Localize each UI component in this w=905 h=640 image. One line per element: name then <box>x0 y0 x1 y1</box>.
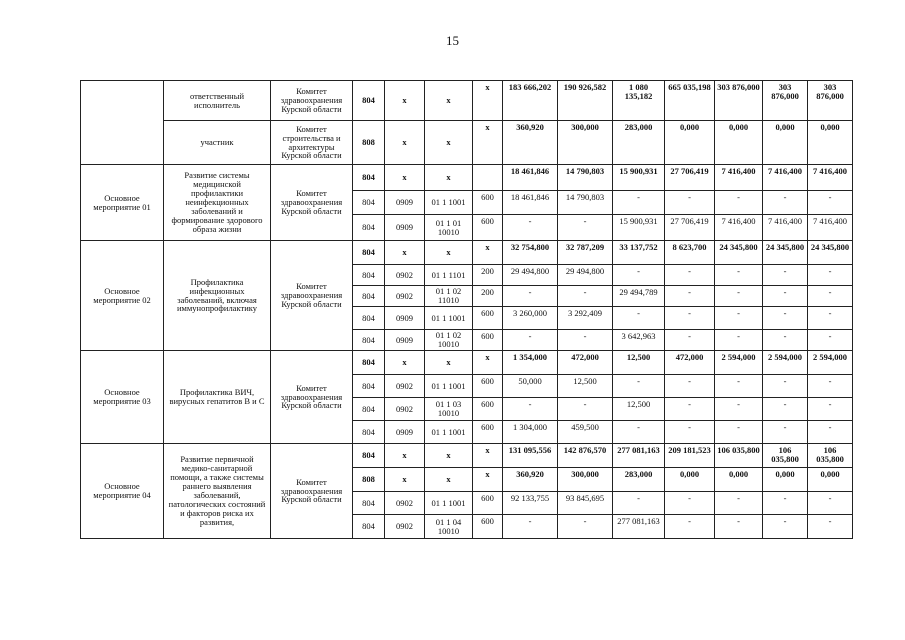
cell-v4: - <box>665 398 715 421</box>
cell-v4: 0,000 <box>665 468 715 492</box>
table-body <box>81 81 853 539</box>
cell-rz: х <box>385 468 425 492</box>
measure-label <box>81 81 164 165</box>
cell-rz: 0909 <box>385 421 425 444</box>
cell-v3: 3 642,963 <box>613 330 665 351</box>
table-row <box>81 444 853 468</box>
cell-v5: - <box>715 307 763 330</box>
cell-v6: 106 035,800 <box>763 444 808 468</box>
participant-role: участник <box>164 121 271 165</box>
cell-cs: 01 1 1101 <box>425 265 473 286</box>
cell-v7: 24 345,800 <box>808 241 853 265</box>
cell-v1: 92 133,755 <box>503 492 558 515</box>
cell-v4: - <box>665 265 715 286</box>
cell-cs: х <box>425 351 473 375</box>
cell-vr: 600 <box>473 215 503 241</box>
cell-cs: х <box>425 121 473 165</box>
cell-v2: 459,500 <box>558 421 613 444</box>
cell-v7: 2 594,000 <box>808 351 853 375</box>
cell-v4: - <box>665 375 715 398</box>
responsible-org: Комитет здравоохранения Курской области <box>271 81 353 121</box>
cell-v3: 283,000 <box>613 468 665 492</box>
page-number: 15 <box>446 33 459 48</box>
measure-description: Профилактика ВИЧ, вирусных гепатитов В и С <box>164 351 271 444</box>
cell-cs: 01 1 04 10010 <box>425 515 473 539</box>
cell-vr: 600 <box>473 191 503 215</box>
measure-label: Основное мероприятие 01 <box>81 165 164 241</box>
cell-v5: - <box>715 286 763 307</box>
table-row <box>81 351 853 375</box>
cell-grbs: 804 <box>353 421 385 444</box>
cell-v6: 7 416,400 <box>763 165 808 191</box>
cell-v7: 0,000 <box>808 468 853 492</box>
cell-vr: х <box>473 121 503 165</box>
cell-grbs: 804 <box>353 515 385 539</box>
cell-grbs: 804 <box>353 307 385 330</box>
cell-rz: х <box>385 351 425 375</box>
cell-grbs: 804 <box>353 351 385 375</box>
cell-v2: - <box>558 330 613 351</box>
cell-v2: 29 494,800 <box>558 265 613 286</box>
cell-vr: 600 <box>473 375 503 398</box>
table-row <box>81 121 853 165</box>
cell-vr: 600 <box>473 515 503 539</box>
cell-v6: 0,000 <box>763 468 808 492</box>
cell-rz: 0902 <box>385 492 425 515</box>
cell-v3: - <box>613 191 665 215</box>
cell-v7: - <box>808 492 853 515</box>
cell-cs: 01 1 1001 <box>425 191 473 215</box>
measure-label: Основное мероприятие 02 <box>81 241 164 351</box>
cell-v4: 665 035,198 <box>665 81 715 121</box>
cell-v5: 7 416,400 <box>715 165 763 191</box>
cell-v6: 24 345,800 <box>763 241 808 265</box>
cell-vr: х <box>473 81 503 121</box>
cell-v3: 33 137,752 <box>613 241 665 265</box>
cell-v5: - <box>715 398 763 421</box>
cell-v7: - <box>808 515 853 539</box>
cell-grbs: 804 <box>353 492 385 515</box>
cell-v1: - <box>503 286 558 307</box>
cell-v2: 14 790,803 <box>558 165 613 191</box>
cell-v6: - <box>763 307 808 330</box>
cell-v4: - <box>665 421 715 444</box>
cell-v1: 18 461,846 <box>503 191 558 215</box>
cell-cs: х <box>425 165 473 191</box>
cell-v7: - <box>808 375 853 398</box>
cell-v4: - <box>665 191 715 215</box>
cell-vr <box>473 165 503 191</box>
cell-v5: 7 416,400 <box>715 215 763 241</box>
cell-v2: 472,000 <box>558 351 613 375</box>
measure-description: Развитие первичной медико-санитарной помощи, а также системы раннего выявления заболеваний, патологических состояний и факторов риска их развития, <box>164 444 271 539</box>
cell-v1: - <box>503 330 558 351</box>
cell-grbs: 804 <box>353 330 385 351</box>
responsible-org: Комитет здравоохранения Курской области <box>271 351 353 444</box>
responsible-org: Комитет здравоохранения Курской области <box>271 165 353 241</box>
cell-v2: - <box>558 286 613 307</box>
cell-v6: 0,000 <box>763 121 808 165</box>
cell-cs: 01 1 1001 <box>425 307 473 330</box>
cell-v5: 0,000 <box>715 121 763 165</box>
cell-v7: - <box>808 307 853 330</box>
table-row <box>81 165 853 191</box>
cell-v3: 29 494,789 <box>613 286 665 307</box>
cell-vr: х <box>473 241 503 265</box>
cell-rz: 0902 <box>385 286 425 307</box>
cell-v3: 15 900,931 <box>613 215 665 241</box>
cell-v6: - <box>763 492 808 515</box>
cell-v7: - <box>808 191 853 215</box>
cell-v4: 8 623,700 <box>665 241 715 265</box>
cell-v1: - <box>503 398 558 421</box>
cell-grbs: 804 <box>353 265 385 286</box>
cell-v1: 3 260,000 <box>503 307 558 330</box>
table-row <box>81 241 853 265</box>
cell-v6: 303 876,000 <box>763 81 808 121</box>
cell-v5: - <box>715 330 763 351</box>
cell-rz: х <box>385 81 425 121</box>
responsible-org: Комитет здравоохранения Курской области <box>271 444 353 539</box>
cell-v2: - <box>558 515 613 539</box>
cell-v2: 142 876,570 <box>558 444 613 468</box>
cell-rz: 0909 <box>385 215 425 241</box>
measure-description: Развитие системы медицинской профилактики неинфекционных заболеваний и формирование здорового образа жизни <box>164 165 271 241</box>
cell-grbs: 804 <box>353 444 385 468</box>
measure-description: Профилактика инфекционных заболеваний, включая иммунопрофилактику <box>164 241 271 351</box>
cell-grbs: 808 <box>353 468 385 492</box>
cell-v4: - <box>665 492 715 515</box>
participant-role: ответственный исполнитель <box>164 81 271 121</box>
cell-v6: 2 594,000 <box>763 351 808 375</box>
responsible-org: Комитет строительства и архитектуры Курской области <box>271 121 353 165</box>
cell-v2: 300,000 <box>558 468 613 492</box>
cell-v1: 29 494,800 <box>503 265 558 286</box>
cell-cs: 01 1 1001 <box>425 421 473 444</box>
cell-vr: х <box>473 468 503 492</box>
cell-grbs: 804 <box>353 241 385 265</box>
cell-v3: 277 081,163 <box>613 515 665 539</box>
cell-v3: 12,500 <box>613 398 665 421</box>
cell-cs: 01 1 02 10010 <box>425 330 473 351</box>
cell-v1: 32 754,800 <box>503 241 558 265</box>
cell-v4: - <box>665 307 715 330</box>
cell-v6: - <box>763 421 808 444</box>
cell-v2: 93 845,695 <box>558 492 613 515</box>
cell-rz: х <box>385 241 425 265</box>
cell-rz: 0909 <box>385 307 425 330</box>
cell-v7: 7 416,400 <box>808 215 853 241</box>
cell-grbs: 804 <box>353 191 385 215</box>
cell-v2: - <box>558 215 613 241</box>
cell-rz: х <box>385 165 425 191</box>
cell-v1: 360,920 <box>503 468 558 492</box>
cell-vr: 600 <box>473 398 503 421</box>
cell-v2: - <box>558 398 613 421</box>
cell-cs: х <box>425 81 473 121</box>
cell-v3: 12,500 <box>613 351 665 375</box>
cell-cs: х <box>425 468 473 492</box>
cell-rz: х <box>385 444 425 468</box>
cell-vr: 600 <box>473 307 503 330</box>
cell-v7: - <box>808 286 853 307</box>
cell-cs: х <box>425 444 473 468</box>
cell-v4: - <box>665 286 715 307</box>
cell-v1: 360,920 <box>503 121 558 165</box>
cell-v5: 2 594,000 <box>715 351 763 375</box>
cell-v3: - <box>613 375 665 398</box>
cell-v5: - <box>715 515 763 539</box>
budget-table <box>80 80 853 539</box>
cell-rz: х <box>385 121 425 165</box>
cell-v3: 1 080 135,182 <box>613 81 665 121</box>
cell-v2: 12,500 <box>558 375 613 398</box>
cell-v3: - <box>613 492 665 515</box>
cell-v7: - <box>808 265 853 286</box>
cell-v1: 50,000 <box>503 375 558 398</box>
cell-v7: 106 035,800 <box>808 444 853 468</box>
cell-v7: 7 416,400 <box>808 165 853 191</box>
cell-v5: - <box>715 191 763 215</box>
cell-v2: 32 787,209 <box>558 241 613 265</box>
cell-v6: - <box>763 330 808 351</box>
cell-vr: 600 <box>473 421 503 444</box>
cell-v1: - <box>503 515 558 539</box>
cell-grbs: 804 <box>353 81 385 121</box>
cell-v4: 472,000 <box>665 351 715 375</box>
table-row <box>81 81 853 121</box>
cell-v1: 18 461,846 <box>503 165 558 191</box>
cell-v4: 209 181,523 <box>665 444 715 468</box>
cell-v3: - <box>613 307 665 330</box>
cell-grbs: 804 <box>353 165 385 191</box>
cell-v1: 183 666,202 <box>503 81 558 121</box>
cell-v6: - <box>763 265 808 286</box>
cell-v6: - <box>763 375 808 398</box>
cell-v7: - <box>808 421 853 444</box>
cell-grbs: 804 <box>353 398 385 421</box>
measure-label: Основное мероприятие 03 <box>81 351 164 444</box>
cell-v6: 7 416,400 <box>763 215 808 241</box>
cell-v4: 0,000 <box>665 121 715 165</box>
cell-cs: 01 1 1001 <box>425 375 473 398</box>
cell-v5: - <box>715 421 763 444</box>
cell-cs: 01 1 01 10010 <box>425 215 473 241</box>
cell-v5: 303 876,000 <box>715 81 763 121</box>
cell-grbs: 804 <box>353 286 385 307</box>
cell-v6: - <box>763 191 808 215</box>
cell-rz: 0909 <box>385 191 425 215</box>
cell-cs: х <box>425 241 473 265</box>
cell-v5: 0,000 <box>715 468 763 492</box>
cell-v2: 3 292,409 <box>558 307 613 330</box>
cell-v3: - <box>613 421 665 444</box>
cell-v3: 15 900,931 <box>613 165 665 191</box>
cell-v3: 283,000 <box>613 121 665 165</box>
cell-v1: 1 354,000 <box>503 351 558 375</box>
cell-v7: - <box>808 330 853 351</box>
cell-v7: 303 876,000 <box>808 81 853 121</box>
cell-rz: 0902 <box>385 375 425 398</box>
cell-rz: 0902 <box>385 515 425 539</box>
cell-v4: - <box>665 330 715 351</box>
cell-rz: 0902 <box>385 265 425 286</box>
cell-cs: 01 1 02 11010 <box>425 286 473 307</box>
cell-v6: - <box>763 515 808 539</box>
cell-vr: х <box>473 444 503 468</box>
cell-grbs: 804 <box>353 215 385 241</box>
cell-v2: 300,000 <box>558 121 613 165</box>
cell-v4: - <box>665 515 715 539</box>
cell-vr: 600 <box>473 492 503 515</box>
cell-v5: 106 035,800 <box>715 444 763 468</box>
cell-v5: 24 345,800 <box>715 241 763 265</box>
responsible-org: Комитет здравоохранения Курской области <box>271 241 353 351</box>
cell-v4: 27 706,419 <box>665 165 715 191</box>
cell-v6: - <box>763 286 808 307</box>
cell-v7: - <box>808 398 853 421</box>
cell-v6: - <box>763 398 808 421</box>
cell-vr: 200 <box>473 265 503 286</box>
cell-v3: - <box>613 265 665 286</box>
cell-grbs: 804 <box>353 375 385 398</box>
cell-v5: - <box>715 492 763 515</box>
cell-vr: х <box>473 351 503 375</box>
cell-v1: 131 095,556 <box>503 444 558 468</box>
measure-label: Основное мероприятие 04 <box>81 444 164 539</box>
cell-v5: - <box>715 265 763 286</box>
cell-vr: 600 <box>473 330 503 351</box>
cell-rz: 0902 <box>385 398 425 421</box>
cell-grbs: 808 <box>353 121 385 165</box>
cell-v1: - <box>503 215 558 241</box>
cell-v7: 0,000 <box>808 121 853 165</box>
cell-rz: 0909 <box>385 330 425 351</box>
cell-cs: 01 1 1001 <box>425 492 473 515</box>
cell-v3: 277 081,163 <box>613 444 665 468</box>
cell-v2: 14 790,803 <box>558 191 613 215</box>
cell-v5: - <box>715 375 763 398</box>
cell-vr: 200 <box>473 286 503 307</box>
cell-v2: 190 926,582 <box>558 81 613 121</box>
cell-cs: 01 1 03 10010 <box>425 398 473 421</box>
cell-v4: 27 706,419 <box>665 215 715 241</box>
cell-v1: 1 304,000 <box>503 421 558 444</box>
